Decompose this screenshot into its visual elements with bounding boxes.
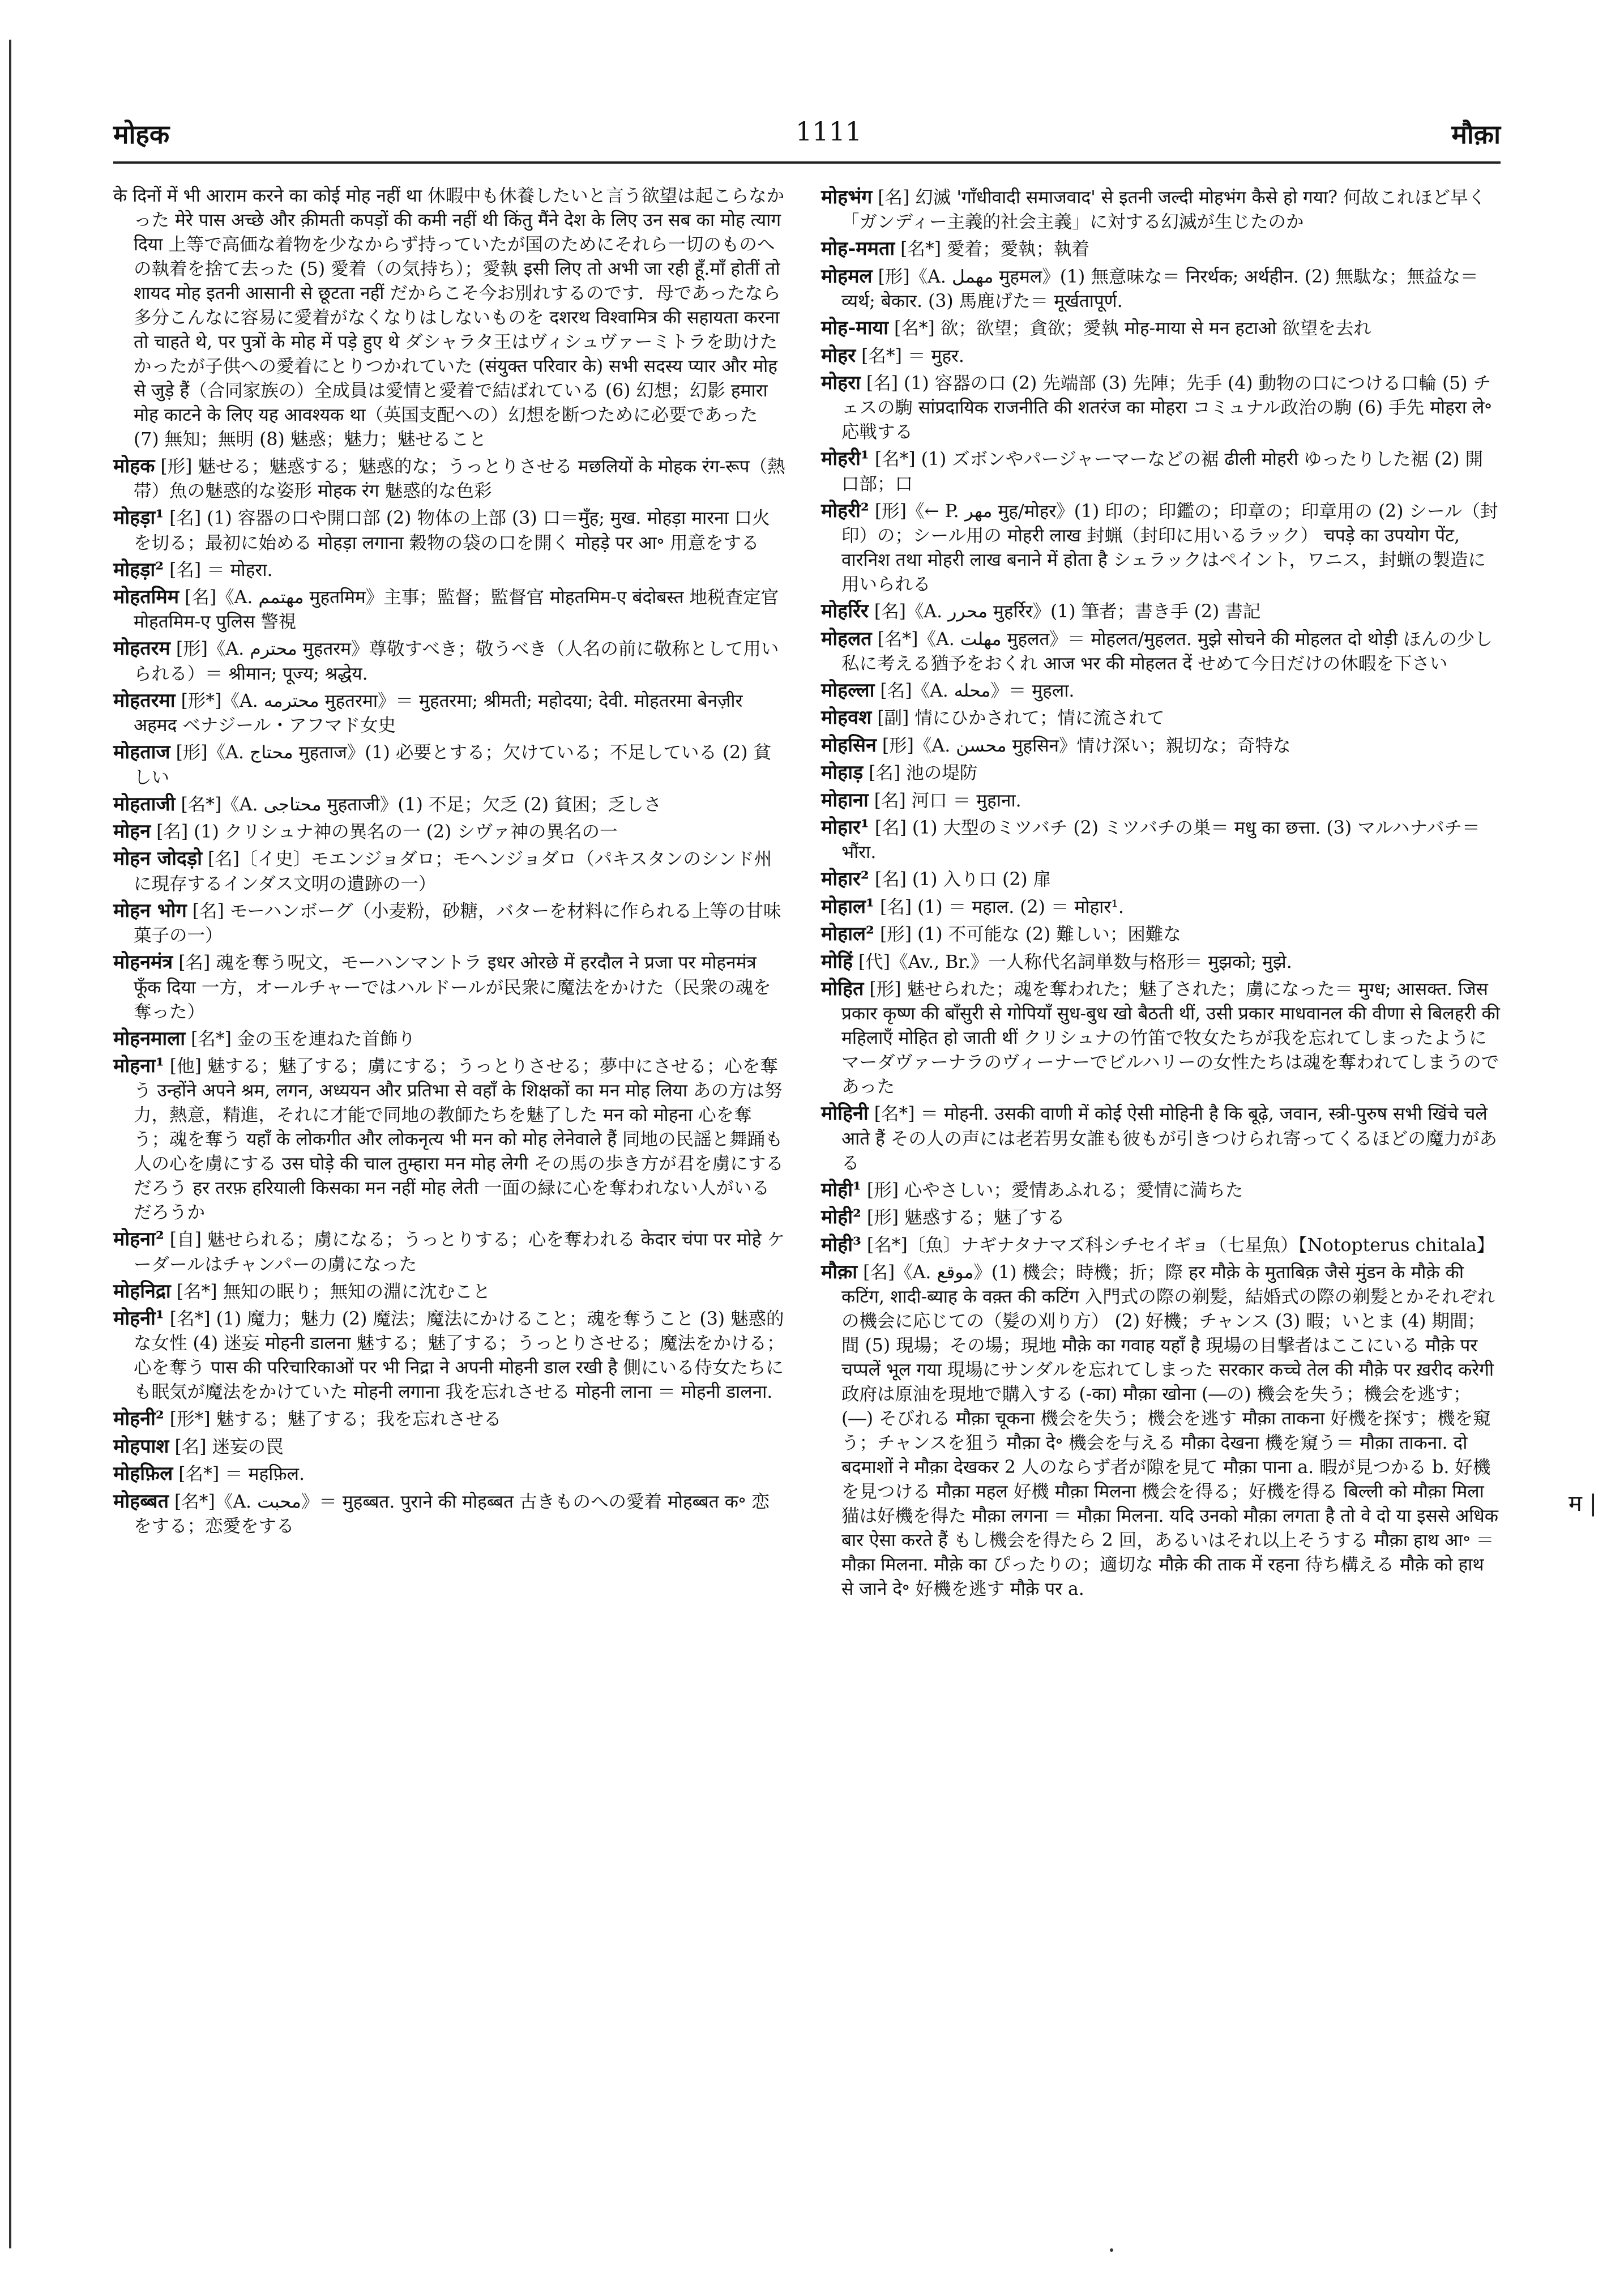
entry-definition: [名] (1) 入り口 (2) 扉 [874,869,1052,890]
entry-headword: मोहरी² [821,499,869,522]
dictionary-entry [821,787,1501,813]
entry-definition: [名*]〔魚〕ナギナタナマズ科シチセイギョ（七星魚）【Notopterus chitala】 [866,1235,1495,1256]
dictionary-entry [113,791,787,817]
dictionary-entry [821,1100,1501,1175]
entry-headword: मोहरी¹ [821,447,869,471]
entry-headword: मोहिनी [821,1102,869,1125]
entry-headword: मोहभंग [821,186,873,208]
entry-headword: मोहाल² [821,923,874,946]
dictionary-entry [821,626,1501,676]
entry-definition: [名]《A. مهتمم मुहतमिम》主事；監督；監督官 मोहतमिम-ए बंदोबस्त 地税査定官 मोहतमिम-ए पुलिस 警視 [134,587,779,633]
dictionary-entry [113,1406,787,1432]
entry-headword: मोहसिन [821,733,877,757]
dictionary-entry [821,732,1501,758]
entry-headword: मौक़ा [821,1260,858,1283]
left-column [113,184,787,1540]
header-first-headword: मोहक [113,119,170,150]
entry-definition: [名*] (1) 魔力；魅力 (2) 魔法；魔法にかけること；魂を奪うこと (3) 魅惑的な女性 (4) 迷妄 मोहनी डालना 魅する；魅了する；うっとりさせる；魔法をかける；心を奪う पास की परिचारिकाओं पर भी निद्रा ने अपनी मोहनी डाल रखी है 側にいる侍女たちにも眠気が魔法をかけていた मोहनी लगाना 我を忘れさせる मोहनी लाना ＝ मोहनी डालना. [134,1309,785,1403]
entry-definition: [名*]《A. مهلت मुहलत》＝ मोहलत/मुहलत. मुझे सोचने की मोहलत दो थोड़ी ほんの少し私に考える猶予をおくれ आज भर की मोहलत दें せめて今日だけの休暇を下さい [841,629,1493,674]
dictionary-entry [113,1461,787,1487]
dictionary-entry [821,976,1501,1099]
binding-edge-line [9,40,11,2248]
entry-definition: [名*] 金の玉を連ねた首飾り [191,1028,416,1049]
entry-headword: मोहरा [821,372,861,394]
dictionary-entry [113,453,787,503]
dictionary-entry [821,921,1501,947]
entry-headword: मोहफ़िल [113,1462,173,1486]
entry-headword: मोहन [113,820,151,843]
entry-definition: [名] 河口 ＝ मुहाना. [874,790,1022,811]
entry-headword: मोहाड़ [821,761,864,784]
dictionary-entry [821,894,1501,920]
dictionary-entry [821,1204,1501,1230]
thumb-index-tab: म | [1569,1491,1597,1517]
dictionary-entry [113,818,787,844]
entry-headword: मोहड़ा¹ [113,506,164,530]
entry-definition: [名]〔イ史〕モエンジョダロ；モヘンジョダロ（パキスタンのシンド州に現存するインダス文明の遺跡の一） [134,849,772,894]
dictionary-entry [821,343,1501,369]
entry-definition: [形*]《A. محترمه मुहतरमा》＝ मुहतरमा; श्रीमती; महोदया; देवी. मोहतरमा बेनज़ीर अहमद ベナジール・アフマド女史 [134,690,743,736]
entry-definition: [名]《A. محرر मुहर्रिर》(1) 筆者；書き手 (2) 書記 [874,601,1261,622]
dictionary-entry [113,557,787,583]
dictionary-entry [113,1278,787,1304]
dictionary-entry [821,814,1501,865]
entry-headword: मोहाल¹ [821,895,874,918]
dictionary-entry [113,949,787,1024]
entry-definition: [形] 魅せる；魅惑する；魅惑的な；うっとりさせる मछलियों के मोहक रंग-रूप（熱帯）魚の魅惑的な姿形 मोहक रंग 魅惑的な色彩 [134,456,785,502]
entry-definition: [名] モーハンボーグ（小麦粉，砂糖，バターを材料に作られる上等の甘味菓子の一） [134,900,781,946]
entry-definition: [自] 魅せられる；虜になる；うっとりする；心を奪われる केदार चंपा पर मोहे ケーダールはチャンパーの虜になった [134,1230,785,1275]
entry-headword: मोहतरमा [113,689,176,712]
entry-headword: मोही³ [821,1233,861,1256]
dictionary-entry [113,1026,787,1052]
entry-definition: [名] 魂を奪う呪文，モーハンマントラ इधर ओरछे में हरदौल ने प्रजा पर मोहनमंत्र फूँक दिया 一方，オールチャーではハルドールが民衆に魔法をかけた（民衆の魂を奪った） [134,953,771,1022]
entry-definition: [名] (1) 容器の口 (2) 先端部 (3) 先陣；先手 (4) 動物の口につける口輪 (5) チェスの駒 सांप्रदायिक राजनीति की शतरंज का मोहरा コミュナル政治の駒 (6) 手先 मोहरा ले॰ 応戦する [841,373,1492,443]
entry-headword: मोहित [821,977,864,1000]
dictionary-entry [113,505,787,555]
dictionary-entry [821,677,1501,703]
dictionary-entry [821,1177,1501,1203]
entry-headword: मोहनी¹ [113,1307,164,1330]
entry-headword: मोहपाश [113,1435,169,1458]
entry-headword: मोहना² [113,1228,164,1251]
dictionary-entry [113,688,787,738]
entry-headword: मोहमल [821,264,873,288]
entry-definition: [名*]《A. محبت》＝ मुहब्बत. पुराने की मोहब्बत 古きものへの愛着 मोहब्बत क॰ 恋をする；恋愛をする [134,1491,770,1537]
dictionary-entry [821,446,1501,496]
right-column [821,184,1501,1603]
entry-headword: मोहर्रिर [821,600,869,623]
dictionary-entry [821,1232,1501,1258]
entry-definition: [形]《A. محتاج मुहताज》(1) 必要とする；欠けている；不足している (2) 貧しい [134,742,771,788]
dictionary-entry [113,184,787,452]
dictionary-entry [821,1259,1501,1602]
entry-definition: [形] 魅せられた；魂を奪われた；魅了された；虜になった＝ मुग्ध; आसक्त. जिस प्रकार कृष्ण की बाँसुरी से गोपियाँ सुध-बुध खो बैठती थीं, उसी प्रकार माधवानल की वीणा से बिलहरी की महिलाएँ मोहित हो जाती थीं クリシュナの竹笛で牧女たちが我を忘れてしまったようにマーダヴァーナラのヴィーナーでビルハリーの女性たちは魂を奪われてしまうのであった [841,979,1500,1098]
entry-definition: [名] (1) 容器の口や開口部 (2) 物体の上部 (3) 口＝मुँह; मुख. मोहड़ा मारना 口火を切る；最初に始める मोहड़ा लगाना 穀物の袋の口を開く मोहड़े पर आ॰ 用意をする [134,508,770,553]
entry-headword: मोह-माया [821,317,888,340]
entry-definition: [形*] 魅する；魅了する；我を忘れさせる [169,1409,502,1430]
entry-definition: [名]《A. محله》＝ मुहला. [880,680,1075,701]
entry-definition: [副] 情にひかされて；情に流されて [877,708,1165,729]
entry-definition: [形] (1) 不可能な (2) 難しい；困難な [879,924,1181,945]
entry-definition: [名] 迷妄の罠 [174,1436,284,1457]
entry-headword: मोहनमाला [113,1027,186,1050]
entry-definition: [形]《← P. مهر मुह/मोहर》(1) 印の；印鑑の；印章の；印章用の (2) シール（封印）の；シール用の मोहरी लाख 封蝋（封印に用いるラック） चपड़े का उपयोग पेंट, वारनिश तथा मोहरी लाख बनाने में होता है シェラックはペイント，ワニス，封蝋の製造に用いられる [841,501,1498,595]
entry-headword: मोह-ममता [821,237,895,261]
entry-headword: मोहर [821,344,856,367]
entry-definition: [形]《A. محترم मुहतरम》尊敬すべき；敬うべき（人名の前に敬称として用いられる）＝ श्रीमान; पूज्य; श्रद्धेय. [134,639,779,684]
dictionary-entry [113,1305,787,1405]
entry-headword: मोहवश [821,706,872,729]
entry-definition: [名*] (1) ズボンやパージャーマーなどの裾 ढीली मोहरी ゆったりした裾 (2) 開口部；口 [841,449,1484,494]
entry-definition: [名*]《A. محتاجی मुहताजी》(1) 不足；欠乏 (2) 貧困；乏しさ [181,794,662,815]
dictionary-entry [821,598,1501,624]
print-speck [1110,2248,1113,2252]
entry-definition: [形] 心やさしい；愛情あふれる；愛情に満ちた [866,1180,1243,1201]
dictionary-entry [113,1053,787,1225]
entry-headword: मोही² [821,1206,861,1229]
entry-definition: [形]《A. محسن मुहसिन》情け深い；親切な；奇特な [882,735,1291,756]
dictionary-entry [113,1433,787,1459]
entry-definition: [名] ＝ मोहरा. [169,560,273,581]
dictionary-entry [113,846,787,896]
entry-definition: [名*] ＝ मुहर. [861,345,964,366]
entry-headword: मोहिं [821,950,853,973]
entry-headword: मोहना¹ [113,1054,164,1077]
header-last-headword: मौक़ा [1451,119,1501,150]
entry-headword: मोहन जोदड़ो [113,847,202,870]
dictionary-entry [821,759,1501,786]
entry-headword: मोहनी² [113,1407,164,1431]
entry-definition: [名*] 欲；欲望；貪欲；愛執 मोह-माया से मन हटाओ 欲望を去れ [894,318,1371,339]
entry-definition: [名] 池の堤防 [869,763,978,784]
entry-headword: मोहब्बत [113,1489,169,1513]
dictionary-entry [821,705,1501,731]
entry-definition: [名] (1) ＝ महाल. (2) ＝ मोहार¹. [879,897,1124,917]
entry-definition: के दिनों में भी आराम करने का कोई मोह नहीं था 休暇中も休養したいと言う欲望は起こらなかった मेरे पास अच्छे और क़ीमती कपड़ों की कमी नहीं थी किंतु मैंने देश के लिए उन सब का मोह त्याग दिया 上等で高価な着物を少なからず持っていたが国のためにそれら一切のものへの執着を捨て去った (5) 愛着（の気持ち）；愛執 इसी लिए तो अभी जा रही हूँ.माँ होतीं तो शायद मोह इतनी आसानी से छूटता नहीं だからこそ今お別れするのです．母であったなら多分こんなに容易に愛着がなくなりはしないものを दशरथ विश्वामित्र की सहायता करना तो चाहते थे, पर पुत्रों के मोह में पड़े हुए थे ダシャラタ王はヴィシュヴァーミトラを助けたかったが子供への愛着にとりつかれていた (संयुक्त परिवार के) सभी सदस्य प्यार और मोह से जुड़े हैं（合同家族の）全成員は愛情と愛着で結ばれている (6) 幻想；幻影 हमारा मोह काटने के लिए यह आवश्यक था（英国支配への）幻想を断つために必要であった (7) 無知；無明 (8) 魅惑；魅力；魅せること [113,186,785,450]
dictionary-entry [113,1226,787,1277]
entry-definition: [他] 魅する；魅了する；虜にする；うっとりさせる；夢中にさせる；心を奪う उन्होंने अपने श्रम, लगन, अध्ययन और प्रतिभा से वहाँ के शिक्षकों का मन मोह लिया あの方は努力，熱意，精進，それに才能で同地の教師たちを魅了した मन को मोहना 心を奪う；魂を奪う यहाँ के लोकगीत और लोकनृत्य भी मन को मोह लेनेवाले हैं 同地の民謡と舞踊も人の心を虜にする उस घोड़े की चाल तुम्हारा मन मोह लेगी その馬の歩き方が君を虜にするだろう हर तरफ़ हरियाली किसका मन नहीं मोह लेती 一面の緑に心を奪われない人がいるだろうか [134,1056,784,1223]
entry-headword: मोहन भोग [113,899,187,922]
page-header [113,116,1501,156]
dictionary-entry [821,370,1501,445]
entry-definition: [名] 幻滅 'गाँधीवादी समाजवाद' से इतनी जल्दी मोहभंग कैसे हो गया? 何故これほど早く「ガンディー主義的社会主義」に対する幻滅が生じたのか [841,187,1486,233]
entry-definition: [名]《A. موقع》(1) 機会；時機；折；際 हर मौक़े के मुताबिक़ जैसे मुंडन के मौक़े की कटिंग, शादी-ब्याह के वक़्त की कटिंग 入門式の際の剃髪，結婚式の際の剃髪とかそれぞれの機会に応じての（髪の刈り方） (2) 好機；チャンス (3) 暇；いとま (4) 期間；間 (5) 現場；その場；現地 मौक़े का गवाह यहाँ है 現場の目撃者はここにいる मौक़े पर चप्पलें भूल गया 現場にサンダルを忘れてしまった सरकार कच्चे तेल की मौक़े पर ख़रीद करेगी 政府は原油を現地で購入する (-का) मौक़ा खोना (―の) 機会を失う；機会を逃す；(―) そびれる मौक़ा चूकना 機会を失う；機会を逃す मौक़ा ताकना 好機を探す；機を窺う；チャンスを狙う मौक़ा दे॰ 機会を与える मौक़ा देखना 機を窺う＝ मौक़ा ताकना. दो बदमाशों ने मौक़ा देखकर 2 人のならず者が隙を見て मौक़ा पाना a. 暇が見つかる b. 好機を見つける मौक़ा महल 好機 मौक़ा मिलना 機会を得る；好機を得る बिल्ली को मौक़ा मिला 猫は好機を得た मौक़ा लगना ＝ मौक़ा मिलना. यदि उनको मौक़ा लगता है तो वे दो या इससे अधिक बार ऐसा करते हैं もし機会を得たら 2 回，あるいはそれ以上そうする मौक़ा हाथ आ॰ ＝ मौक़ा मिलना. मौक़े का ぴったりの；適切な मौक़े की ताक में रहना 待ち構える मौक़े को हाथ से जाने दे॰ 好機を逃す मौक़े पर a. [841,1262,1498,1600]
entry-headword: मोहताज [113,741,170,764]
dictionary-entry [113,898,787,948]
entry-headword: मोहड़ा² [113,558,164,581]
dictionary-entry [821,949,1501,975]
entry-headword: मोहार¹ [821,816,869,839]
entry-definition: [名] (1) 大型のミツバチ (2) ミツバチの巣＝ मधु का छत्ता. (3) マルハナバチ＝ भौंरा. [841,817,1480,863]
entry-headword: मोहतरम [113,637,170,660]
dictionary-entry [821,184,1501,234]
entry-definition: [名*] ＝ मोहनी. उसकी वाणी में कोई ऐसी मोहिनी है कि बूढ़े, जवान, स्त्री-पुरुष सभी खिंचे चले आते हैं その人の声には老若男女誰も彼もが引きつけられ寄ってくるほどの魔力がある [841,1104,1497,1173]
entry-headword: मोहक [113,454,155,477]
dictionary-entry [821,866,1501,892]
entry-headword: मोहताजी [113,792,176,816]
entry-headword: मोहाना [821,788,869,812]
dictionary-entry [113,584,787,634]
dictionary-entry [113,635,787,686]
entry-definition: [名] (1) クリシュナ神の異名の一 (2) シヴァ神の異名の一 [156,821,618,842]
entry-headword: मोहलत [821,627,872,650]
entry-headword: मोहतमिम [113,586,180,609]
entry-headword: मोहनमंत्र [113,951,173,974]
dictionary-entry [821,263,1501,314]
header-rule [113,161,1501,164]
entry-headword: मोही¹ [821,1178,861,1201]
dictionary-entry [113,739,787,789]
dictionary-entry [113,1488,787,1539]
entry-definition: [形]《A. مهمل मुहमल》(1) 無意味な＝ निरर्थक; अर्थहीन. (2) 無駄な；無益な＝ व्यर्थ; बेकार. (3) 馬鹿げた＝ मूर्खतापूर्ण. [841,266,1478,312]
dictionary-entry [821,498,1501,597]
page-number: 1111 [796,116,862,147]
dictionary-entry [821,236,1501,262]
entry-headword: मोहल्ला [821,678,875,702]
entry-headword: मोहनिद्रा [113,1279,171,1303]
entry-definition: [名*] 無知の眠り；無知の淵に沈むこと [176,1281,491,1302]
entry-definition: [形] 魅惑する；魅了する [866,1207,1065,1228]
dictionary-entry [821,315,1501,341]
entry-definition: [名*] 愛着；愛執；執着 [900,239,1090,260]
entry-definition: [代]《Av., Br.》一人称代名詞単数与格形＝ मुझको; मुझे. [858,951,1292,972]
entry-definition: [名*] ＝ महफ़िल. [178,1464,305,1485]
entry-headword: मोहार² [821,868,869,891]
